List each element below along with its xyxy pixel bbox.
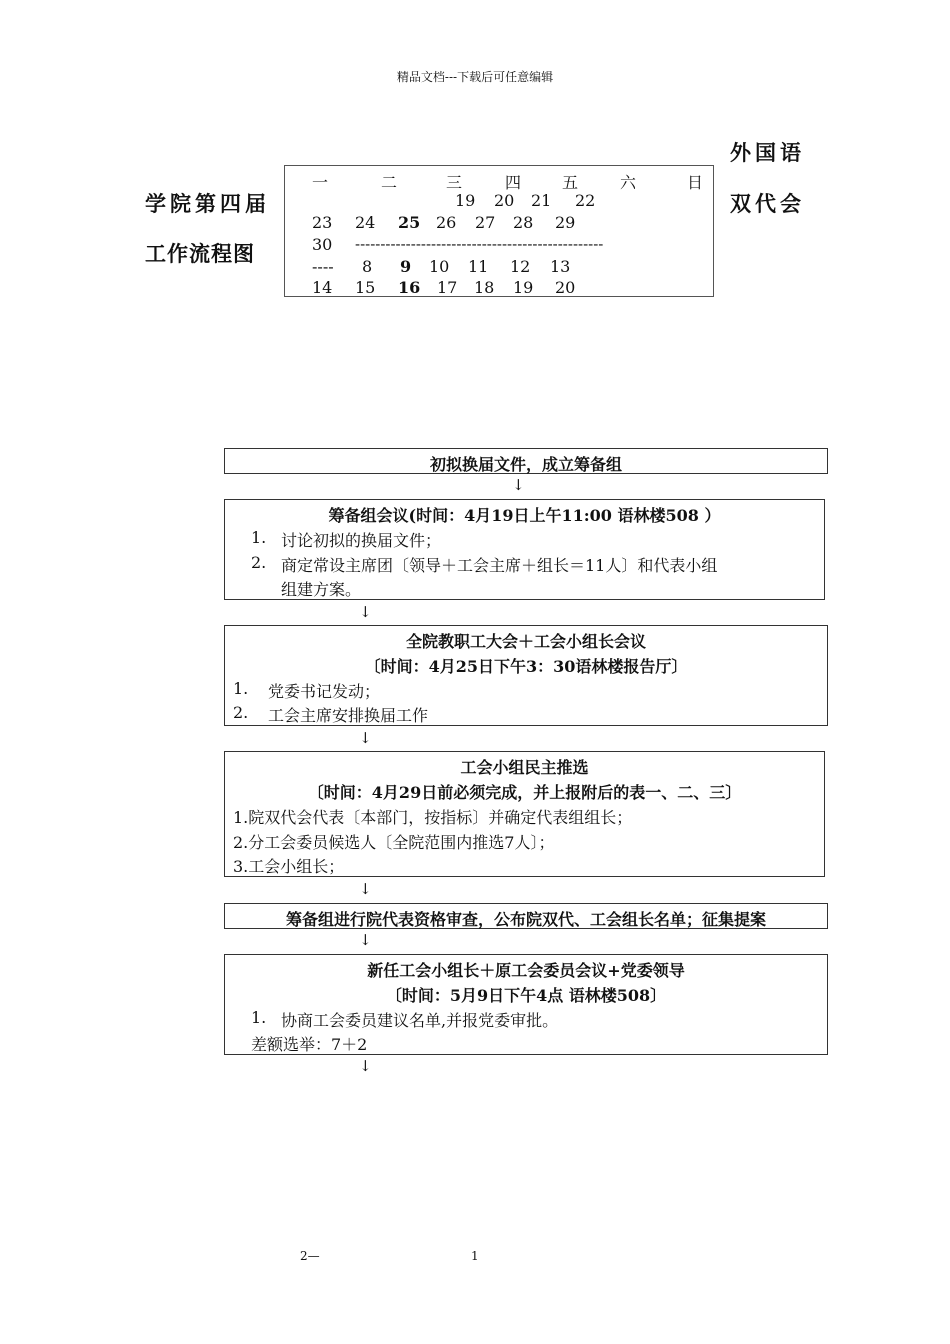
step-2-box — [224, 499, 825, 600]
title-line-4: 工作流程图 — [145, 242, 255, 266]
weekday-fri: 五 — [562, 173, 579, 192]
calendar-day: 23 — [312, 213, 333, 232]
calendar-day: 8 — [362, 257, 373, 276]
weekday-wed: 三 — [446, 173, 463, 192]
arrow-down-icon: ↓ — [359, 880, 372, 898]
step-4-item-3: 3.工会小组长； — [233, 857, 345, 876]
calendar-day: 27 — [475, 213, 496, 232]
calendar-day-highlight: 9 — [400, 257, 412, 276]
step-2-item-2-number: 2. — [251, 553, 267, 572]
calendar-day: 26 — [436, 213, 457, 232]
title-line-2: 学院第四届 — [145, 192, 270, 216]
step-5-title: 筹备组进行院代表资格审查，公布院双代、工会组长名单；征集提案 — [285, 910, 766, 929]
step-4-subtitle: 〔时间：4月29日前必须完成，并上报附后的表一、二、三〕 — [307, 783, 742, 802]
title-line-3: 双代会 — [730, 192, 805, 216]
calendar-day: 19 — [513, 278, 534, 297]
calendar-day: 10 — [429, 257, 450, 276]
calendar-day: 20 — [555, 278, 576, 297]
step-2-item-1: 讨论初拟的换届文件； — [281, 531, 442, 550]
calendar-day: 24 — [355, 213, 376, 232]
step-6-box — [224, 954, 828, 1055]
calendar-day: 13 — [550, 257, 571, 276]
step-3-subtitle: 〔时间：4月25日下午3：30语林楼报告厅〕 — [364, 657, 688, 676]
calendar-day: 21 — [531, 191, 552, 210]
calendar-day: 19 — [455, 191, 476, 210]
step-1-box — [224, 448, 828, 474]
step-2-title: 筹备组会议(时间：4月19日上午11:00 语林楼508 ） — [328, 506, 721, 525]
header-note: 精品文档---下载后可任意编辑 — [396, 70, 554, 84]
step-6-title: 新任工会小组长＋原工会委员会议+党委领导 — [367, 961, 685, 980]
weekday-mon: 一 — [312, 173, 329, 192]
arrow-down-icon: ↓ — [359, 603, 372, 621]
step-6-item-1: 协商工会委员建议名单,并报党委审批。 — [281, 1011, 559, 1030]
step-2-item-2-continued: 组建方案。 — [281, 580, 362, 599]
calendar-day: 15 — [355, 278, 376, 297]
arrow-down-icon: ↓ — [359, 729, 372, 747]
weekday-thu: 四 — [505, 173, 522, 192]
arrow-down-icon: ↓ — [512, 476, 525, 494]
calendar-day: 30 — [312, 235, 333, 254]
step-4-title: 工会小组民主推选 — [460, 758, 589, 777]
calendar-dash-short: ---- — [312, 257, 334, 276]
step-3-item-2: 工会主席安排换届工作 — [268, 706, 429, 725]
calendar-day-highlight: 25 — [398, 213, 421, 232]
step-6-subtitle: 〔时间：5月9日下午4点 语林楼508〕 — [385, 986, 667, 1005]
calendar-day-highlight: 16 — [398, 278, 421, 297]
step-4-item-2: 2.分工会委员候选人〔全院范围内推选7人〕； — [233, 833, 555, 852]
step-3-title: 全院教职工大会＋工会小组长会议 — [405, 632, 646, 651]
calendar-day: 17 — [437, 278, 458, 297]
step-2-item-2: 商定常设主席团〔领导＋工会主席＋组长＝11人〕和代表小组 — [281, 556, 718, 575]
arrow-down-icon: ↓ — [359, 1057, 372, 1075]
step-6-item-2: 差额选举：7＋2 — [251, 1035, 368, 1054]
weekday-sat: 六 — [620, 173, 637, 192]
calendar-dash-line: ------------------------------------------------- — [355, 235, 604, 253]
weekday-tue: 二 — [381, 173, 398, 192]
calendar-day: 14 — [312, 278, 333, 297]
page-number: 1 — [471, 1249, 479, 1263]
calendar-box — [284, 165, 714, 297]
step-2-item-1-number: 1. — [251, 528, 267, 547]
step-1-title: 初拟换届文件，成立筹备组 — [429, 455, 622, 474]
step-3-item-1: 党委书记发动； — [268, 682, 381, 701]
step-3-item-2-number: 2. — [233, 703, 249, 722]
calendar-day: 28 — [513, 213, 534, 232]
step-4-box — [224, 751, 825, 877]
calendar-day: 20 — [494, 191, 515, 210]
step-3-box — [224, 625, 828, 726]
calendar-day: 29 — [555, 213, 576, 232]
calendar-day: 22 — [575, 191, 596, 210]
step-4-item-1: 1.院双代会代表〔本部门，按指标〕并确定代表组组长； — [233, 808, 633, 827]
weekday-sun: 日 — [687, 173, 704, 192]
step-5-box — [224, 903, 828, 929]
calendar-day: 11 — [468, 257, 489, 276]
arrow-down-icon: ↓ — [359, 931, 372, 949]
footer-left: 2— — [300, 1249, 320, 1263]
calendar-day: 18 — [474, 278, 495, 297]
calendar-day: 12 — [510, 257, 531, 276]
step-3-item-1-number: 1. — [233, 679, 249, 698]
step-6-item-1-number: 1. — [251, 1008, 267, 1027]
title-line-1: 外国语 — [730, 141, 805, 165]
